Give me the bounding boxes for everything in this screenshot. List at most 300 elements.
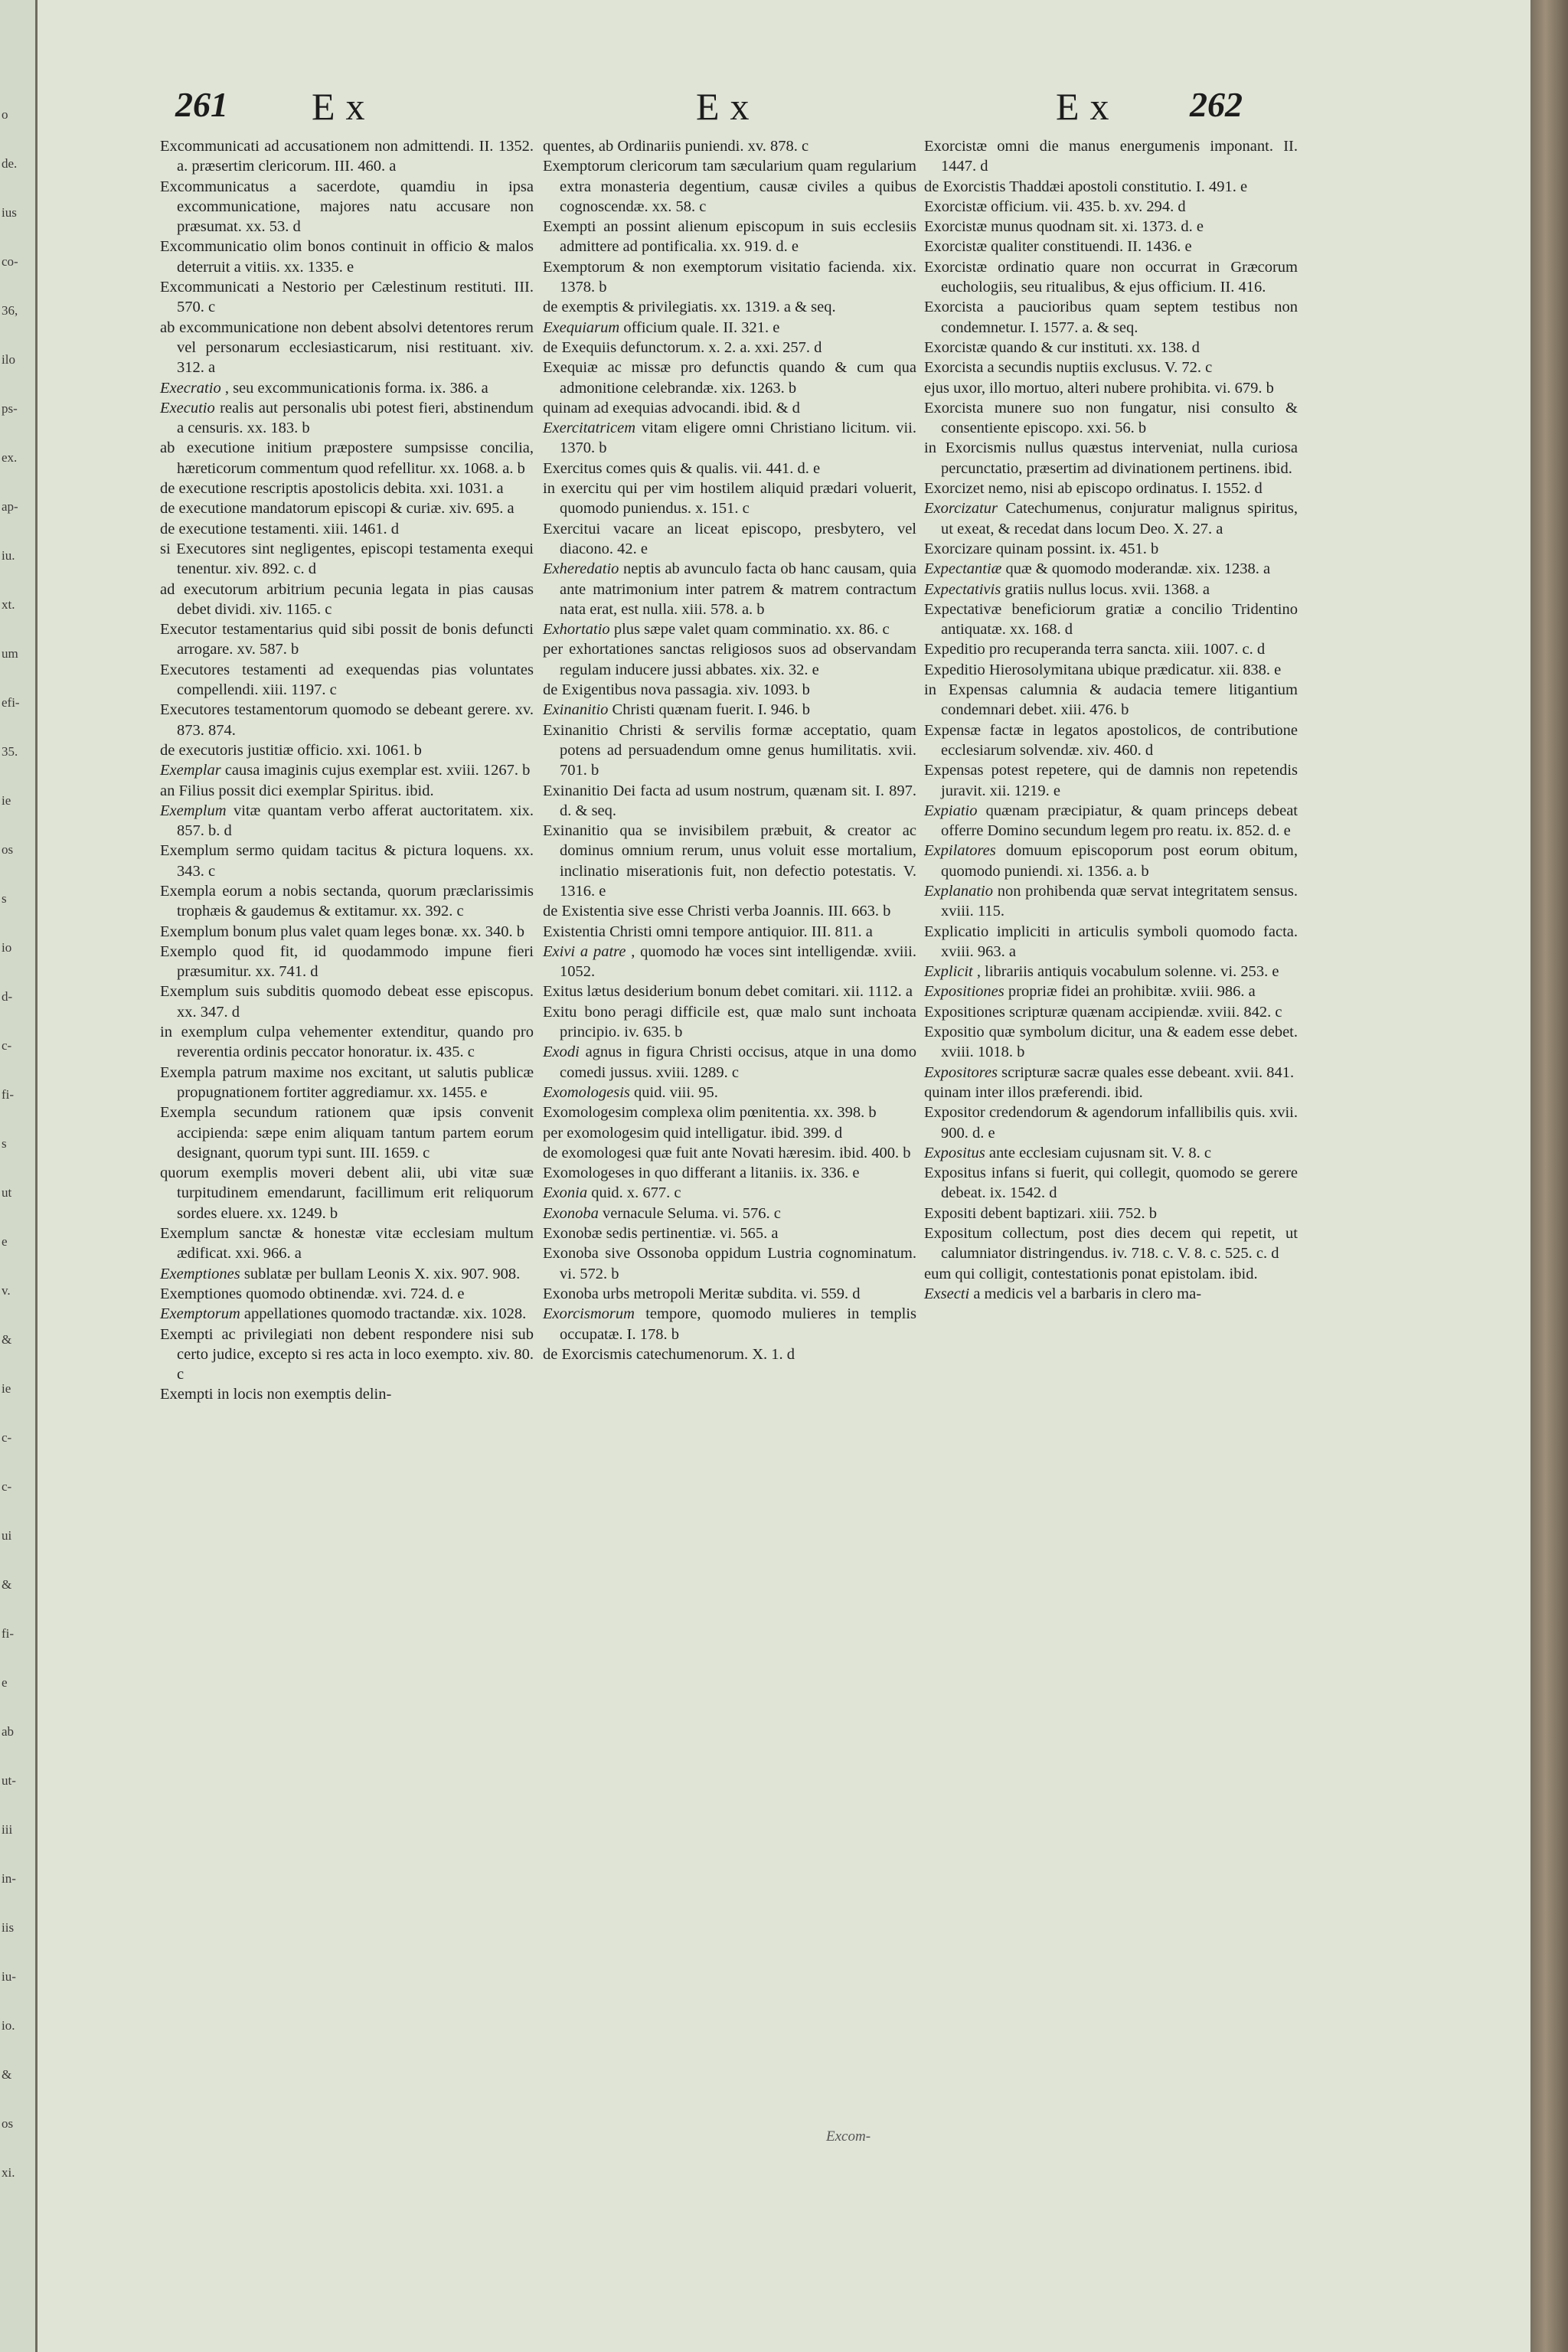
facing-page-fragment: ie <box>2 793 11 808</box>
index-entry <box>924 297 1298 338</box>
index-entry <box>543 619 916 639</box>
entry-text: Exemplum suis subditis quomodo debeat esse episcopus. xx. 347. d <box>160 983 534 1021</box>
facing-page-fragment: iu- <box>2 1969 16 1984</box>
entry-text: Exorcista a paucioribus quam septem testibus non condemnetur. I. 1577. a. & seq. <box>924 299 1298 336</box>
entry-text: domuum episcoporum post eorum obitum, quomodo puniendi. xi. 1356. a. b <box>941 842 1298 880</box>
entry-text: gratiis nullus locus. xvii. 1368. a <box>1004 580 1210 598</box>
facing-page-fragment: in- <box>2 1871 16 1886</box>
facing-page-fragment: c- <box>2 1479 12 1494</box>
entry-text: , quomodo hæ voces sint intelligendæ. xviii. 1052. <box>560 942 916 981</box>
entry-text: eum qui colligit, contestationis ponat epistolam. ibid. <box>924 1265 1258 1282</box>
index-entry <box>543 418 916 459</box>
index-page <box>38 0 1530 2352</box>
index-entry <box>543 318 916 338</box>
entry-text: Exonoba sive Ossonoba oppidum Lustria cognominatum. vi. 572. b <box>543 1245 916 1282</box>
index-entry <box>924 881 1298 922</box>
entry-keyword: Exhortatio <box>543 621 610 639</box>
entry-text: neptis ab avunculo facta ob hanc causam, quia ante matrimonium inter patrem & matrem contractum nata erat, est nulla. xiii. 578. a. b <box>560 560 916 618</box>
index-entry <box>160 881 534 922</box>
entry-text: Exorcistæ munus quodnam sit. xi. 1373. d. e <box>924 218 1204 236</box>
facing-page-fragment: fi- <box>2 1087 15 1102</box>
index-entry <box>924 217 1298 237</box>
index-entry <box>924 358 1298 377</box>
facing-page-fragment: ut <box>2 1185 12 1200</box>
entry-text: Exonobæ sedis pertinentiæ. vi. 565. a <box>543 1225 779 1243</box>
entry-text: Expositum collectum, post dies decem qui repetit, ut calumniator distringendus. iv. 718. c. V. 8. c. 525. c. d <box>924 1225 1298 1263</box>
entry-text: ab excommunicatione non debent absolvi detentores rerum vel personarum ecclesiasticarum, nisi restituant. xiv. 312. a <box>160 318 534 377</box>
entry-text: Christi quænam fuerit. I. 946. b <box>612 701 811 719</box>
index-entry <box>543 358 916 398</box>
entry-text: Exemplum sanctæ & honestæ vitæ ecclesiam multum ædificat. xxi. 966. a <box>160 1225 534 1263</box>
index-entry <box>543 519 916 560</box>
index-entry <box>160 398 534 439</box>
entry-text: Exemptorum & non exemptorum visitatio facienda. xix. 1378. b <box>543 258 916 296</box>
running-head-3: Ex <box>1056 85 1120 128</box>
entry-text: ejus uxor, illo mortuo, alteri nubere prohibita. vi. 679. b <box>924 379 1274 397</box>
entry-text: Existentia Christi omni tempore antiquior. III. 811. a <box>543 923 873 940</box>
entry-text: Exempla secundum rationem quæ ipsis convenit accipienda: sæpe enim aliquam tantum partem eorum designant, quorum typi sunt. III. 1659. c <box>160 1104 534 1161</box>
page-number-right: 262 <box>1190 85 1243 124</box>
index-entry <box>543 982 916 1001</box>
entry-keyword: Exemplar <box>160 762 221 779</box>
index-entry <box>160 1163 534 1223</box>
index-entry <box>160 922 534 942</box>
index-entry <box>924 438 1298 479</box>
index-entry <box>160 438 534 479</box>
facing-page-fragment: e <box>2 1234 8 1249</box>
index-entry <box>160 580 534 620</box>
entry-text: Expensæ factæ in legatos apostolicos, de contributione ecclesiarum solvendæ. xiv. 460. d <box>924 721 1298 759</box>
entry-text: Exemplo quod fit, id quodammodo impune fieri præsumitur. xx. 741. d <box>160 942 534 981</box>
index-entry <box>160 1223 534 1264</box>
entry-text: Executores testamenti ad exequendas pias voluntates compellendi. xiii. 1197. c <box>160 661 534 699</box>
index-entry <box>924 479 1298 498</box>
entry-text: Exercitus comes quis & qualis. vii. 441. d. e <box>543 459 821 477</box>
entry-text: Exomologeses in quo differant a litaniis. ix. 336. e <box>543 1165 860 1182</box>
entry-text: Expectativæ beneficiorum gratiæ a concilio Tridentino antiquatæ. xx. 168. d <box>924 600 1298 639</box>
entry-text: Exinanitio qua se invisibilem præbuit, & creator ac dominus omnium rerum, unus voluit esse mortalium, inclinatio miserationis fuit, non defectio potestatis. V. 1316. e <box>543 822 916 900</box>
entry-text: quæ & quomodo moderandæ. xix. 1238. a <box>1005 560 1271 578</box>
facing-page-fragment: & <box>2 1332 12 1347</box>
facing-page-fragment: os <box>2 2116 14 2131</box>
index-entry <box>924 197 1298 217</box>
index-entry <box>924 539 1298 559</box>
entry-text: sublatæ per bullam Leonis X. xix. 907. 908. <box>243 1265 521 1282</box>
entry-keyword: Exemplum <box>160 802 227 819</box>
index-entry <box>543 297 916 317</box>
index-column-1 <box>160 136 534 1405</box>
entry-text: de executoris justitiæ officio. xxi. 1061. b <box>160 741 422 759</box>
entry-text: ab executione initium præpostere sumpsisse concilia, hæreticorum commentum quod refellitur. xx. 1068. a. b <box>160 439 534 477</box>
index-entry <box>924 760 1298 801</box>
facing-page-fragment: & <box>2 2067 12 2082</box>
entry-text: Exorcizet nemo, nisi ab episcopo ordinatus. I. 1552. d <box>924 480 1263 498</box>
entry-text: Exemplum sermo quidam tacitus & pictura loquens. xx. 343. c <box>160 842 534 880</box>
entry-text: Exercitui vacare an liceat episcopo, presbytero, vel diacono. 42. e <box>543 520 916 557</box>
entry-text: vitam eligere omni Christiano licitum. vii. 1370. b <box>560 420 916 457</box>
index-entry <box>543 1304 916 1344</box>
entry-text: Expensas potest repetere, qui de damnis non repetendis juravit. xii. 1219. e <box>924 762 1298 799</box>
index-entry <box>924 982 1298 1001</box>
entry-text: Expositor credendorum & agendorum infallibilis quis. xvii. 900. d. e <box>924 1104 1298 1142</box>
index-entry <box>543 781 916 822</box>
index-entry <box>924 580 1298 599</box>
facing-page-fragment: iu. <box>2 548 15 563</box>
entry-text: Exorcistæ omni die manus energumenis imponant. II. 1447. d <box>924 138 1298 175</box>
entry-text: Executor testamentarius quid sibi possit de bonis defuncti arrogare. xv. 587. b <box>160 621 534 658</box>
entry-keyword: Exheredatio <box>543 560 619 578</box>
index-entry <box>543 479 916 519</box>
facing-page-fragment: de. <box>2 156 18 171</box>
entry-keyword: Exonoba <box>543 1204 599 1222</box>
facing-page-fragment: ius <box>2 205 17 220</box>
index-entry <box>924 498 1298 539</box>
running-head-2: Ex <box>696 85 760 128</box>
entry-text: de Exorcismis catechumenorum. X. 1. d <box>543 1345 795 1363</box>
entry-text: quænam præcipiatur, & quam princeps debeat offerre Domino secundum legem pro reatu. ix. 852. d. e <box>941 802 1298 840</box>
entry-keyword: Exodi <box>543 1044 580 1061</box>
index-entry <box>160 660 534 701</box>
entry-keyword: Exequiarum <box>543 318 620 336</box>
facing-page-fragment: efi- <box>2 695 20 710</box>
entry-keyword: Expositores <box>924 1063 998 1081</box>
index-entry <box>543 1002 916 1043</box>
entry-text: Catechumenus, conjuratur malignus spiritus, ut exeat, & recedat dans locum Deo. X. 27. a <box>941 500 1298 537</box>
entry-text: Exemptiones quomodo obtinendæ. xvi. 724. d. e <box>160 1285 465 1302</box>
entry-text: de exomologesi quæ fuit ante Novati hæresim. ibid. 400. b <box>543 1144 911 1161</box>
index-entry <box>160 498 534 518</box>
entry-text: Expositus infans si fuerit, qui collegit, quomodo se gerere debeat. ix. 1542. d <box>924 1165 1298 1202</box>
entry-text: in exemplum culpa vehementer extenditur, quando pro reverentia ordinis peccator honoratur. ix. 435. c <box>160 1024 534 1061</box>
index-entry <box>160 1325 534 1385</box>
entry-text: de executione mandatorum episcopi & curiæ. xiv. 695. a <box>160 500 514 518</box>
index-entry <box>543 639 916 680</box>
index-entry <box>924 1083 1298 1102</box>
index-entry <box>160 277 534 318</box>
facing-page-edge <box>0 0 38 2352</box>
entry-text: realis aut personalis ubi potest fieri, abstinendum a censuris. xx. 183. b <box>177 399 534 437</box>
entry-text: causa imaginis cujus exemplar est. xviii. 1267. b <box>224 762 531 779</box>
facing-page-fragment: ps- <box>2 401 18 416</box>
facing-page-fragment: ilo <box>2 352 15 367</box>
entry-text: agnus in figura Christi occisus, atque in una domo comedi jussus. xviii. 1289. c <box>560 1044 916 1081</box>
entry-text: Exorcista a secundis nuptiis exclusus. V. 72. c <box>924 359 1213 377</box>
entry-text: si Executores sint negligentes, episcopi testamenta exequi tenentur. xiv. 892. c. d <box>160 540 534 578</box>
index-entry <box>160 177 534 237</box>
entry-text: de Existentia sive esse Christi verba Joannis. III. 663. b <box>543 903 891 920</box>
index-entry <box>543 217 916 257</box>
index-entry <box>924 1102 1298 1143</box>
facing-page-fragment: 36, <box>2 303 18 318</box>
entry-text: Exitus lætus desiderium bonum debet comitari. xii. 1112. a <box>543 983 913 1001</box>
facing-page-fragment: ut- <box>2 1773 16 1788</box>
facing-page-fragment: s <box>2 891 7 906</box>
entry-text: in Expensas calumnia & audacia temere litigantium condemnari debet. xiii. 476. b <box>924 681 1298 719</box>
index-entry <box>924 257 1298 298</box>
entry-keyword: Expositiones <box>924 983 1004 1001</box>
index-entry <box>924 1264 1298 1284</box>
entry-keyword: Exinanitio <box>543 701 609 719</box>
entry-text: Exempti an possint alienum episcopum in suis ecclesiis admittere ad pontificalia. xx. 919. d. e <box>543 218 916 256</box>
index-entry <box>160 1284 534 1304</box>
entry-keyword: Execratio <box>160 379 221 397</box>
entry-text: Exinanitio Christi & servilis formæ acceptatio, quam potens ad persuadendum omne genus humilitatis. xvii. 701. b <box>543 721 916 779</box>
entry-text: Exemptorum clericorum tam sæcularium quam regularium extra monasteria degentium, causæ civiles a quibus cognoscendæ. xx. 58. c <box>543 158 916 215</box>
entry-text: de executione testamenti. xiii. 1461. d <box>160 520 399 537</box>
entry-text: Expositi debent baptizari. xiii. 752. b <box>924 1204 1158 1222</box>
entry-text: non prohibenda quæ servat integritatem sensus. xviii. 115. <box>941 882 1298 920</box>
entry-text: Exemplum bonum plus valet quam leges bonæ. xx. 340. b <box>160 923 525 940</box>
facing-page-fragment: s <box>2 1136 7 1151</box>
facing-page-fragment: io <box>2 940 12 955</box>
index-entry <box>924 1063 1298 1083</box>
entry-text: de Exigentibus nova passagia. xiv. 1093. b <box>543 681 810 699</box>
index-column-3 <box>924 136 1298 1304</box>
index-entry <box>543 1143 916 1163</box>
entry-text: Excommunicati ad accusationem non admittendi. II. 1352. a. præsertim clericorum. III. 460. a <box>160 138 534 175</box>
index-entry <box>543 1042 916 1083</box>
index-entry <box>543 1083 916 1102</box>
index-entry <box>543 257 916 298</box>
entry-text: Expositio quæ symbolum dicitur, una & eadem esse debet. xviii. 1018. b <box>924 1024 1298 1061</box>
facing-page-fragment: ex. <box>2 450 18 465</box>
entry-text: Exequiæ ac missæ pro defunctis quando & cum qua admonitione celebrandæ. xix. 1263. b <box>543 359 916 397</box>
index-entry <box>160 982 534 1022</box>
index-entry <box>924 801 1298 841</box>
index-entry <box>160 1022 534 1063</box>
facing-page-fragment: d- <box>2 989 13 1004</box>
index-entry <box>543 922 916 942</box>
entry-text: an Filius possit dici exemplar Spiritus. ibid. <box>160 782 434 799</box>
entry-text: Exorcistæ quando & cur instituti. xx. 138. d <box>924 338 1200 356</box>
index-entry <box>543 338 916 358</box>
facing-page-fragment: v. <box>2 1283 11 1298</box>
index-entry <box>543 1204 916 1223</box>
index-entry <box>924 136 1298 177</box>
index-entry <box>924 1204 1298 1223</box>
index-entry <box>924 378 1298 398</box>
facing-page-fragment: c- <box>2 1038 12 1053</box>
entry-keyword: Explanatio <box>924 882 993 900</box>
entry-text: vitæ quantam verbo afferat auctoritatem. xix. 857. b. d <box>177 802 534 840</box>
facing-page-fragment: ie <box>2 1381 11 1396</box>
entry-text: Exonoba urbs metropoli Meritæ subdita. vi. 559. d <box>543 1285 861 1302</box>
index-entry <box>543 680 916 700</box>
index-entry <box>924 599 1298 640</box>
index-entry <box>924 1143 1298 1163</box>
entry-text: , librariis antiquis vocabulum solenne. vi. 253. e <box>976 963 1279 981</box>
entry-text: appellationes quomodo tractandæ. xix. 1028. <box>243 1305 527 1323</box>
index-column-2 <box>543 136 916 1364</box>
entry-keyword: Expectativis <box>924 580 1001 598</box>
index-entry <box>160 237 534 277</box>
entry-text: vernacule Seluma. vi. 576. c <box>603 1204 781 1222</box>
entry-text: Exorcistæ officium. vii. 435. b. xv. 294. d <box>924 198 1186 215</box>
facing-page-fragment: fi- <box>2 1626 15 1641</box>
index-entry <box>543 1344 916 1364</box>
facing-page-fragment: c- <box>2 1430 12 1445</box>
index-entry <box>543 559 916 619</box>
entry-text: Expositiones scripturæ quænam accipiendæ. xviii. 842. c <box>924 1003 1282 1021</box>
index-entry <box>924 680 1298 720</box>
index-entry <box>160 801 534 841</box>
entry-keyword: Exercitatricem <box>543 420 636 437</box>
index-entry <box>924 639 1298 659</box>
entry-text: in Exorcismis nullus quæstus interveniat, nulla curiosa percunctatio, præsertim ad divinationem pertinens. ibid. <box>924 439 1298 477</box>
entry-text: ante ecclesiam cujusnam sit. V. 8. c <box>988 1144 1211 1161</box>
index-entry <box>924 177 1298 197</box>
entry-text: quid. viii. 95. <box>634 1083 718 1101</box>
entry-text: Excommunicatus a sacerdote, quamdiu in ipsa excommunicatione, majores natu accusare non præsumat. xx. 53. d <box>160 178 534 236</box>
index-entry <box>543 1284 916 1304</box>
index-entry <box>924 1022 1298 1063</box>
entry-text: propriæ fidei an prohibitæ. xviii. 986. a <box>1008 983 1256 1001</box>
entry-text: Exempla patrum maxime nos excitant, ut salutis publicæ propugnationem fortiter aggrediamur. xx. 1455. e <box>160 1063 534 1101</box>
entry-text: a medicis vel a barbaris in clero ma- <box>973 1285 1202 1302</box>
page-number-left: 261 <box>175 85 228 124</box>
facing-page-fragment: 35. <box>2 744 18 759</box>
entry-text: in exercitu qui per vim hostilem aliquid prædari voluerit, quomodo puniendus. x. 151. c <box>543 480 916 518</box>
entry-text: plus sæpe valet quam comminatio. xx. 86. c <box>613 621 890 639</box>
facing-page-fragment: ab <box>2 1724 15 1739</box>
index-entry <box>924 338 1298 358</box>
index-entry <box>160 1384 534 1404</box>
facing-page-fragment: & <box>2 1577 12 1592</box>
index-entry <box>924 962 1298 982</box>
book-edge <box>1530 0 1568 2352</box>
entry-text: Exinanitio Dei facta ad usum nostrum, quænam sit. I. 897. d. & seq. <box>543 782 916 819</box>
entry-text: quorum exemplis moveri debent alii, ubi vitæ suæ turpitudinem emendarunt, facillimum erit reliquorum sordes eluere. xx. 1249. b <box>160 1165 534 1222</box>
entry-keyword: Exemptiones <box>160 1265 240 1282</box>
index-entry <box>160 740 534 760</box>
index-entry <box>543 700 916 720</box>
entry-text: de Exorcistis Thaddæi apostoli constitutio. I. 491. e <box>924 178 1248 195</box>
index-entry <box>543 720 916 781</box>
entry-text: de exemptis & privilegiatis. xx. 1319. a & seq. <box>543 299 836 316</box>
entry-text: ad executorum arbitrium pecunia legata in pias causas debet dividi. xiv. 1165. c <box>160 580 534 618</box>
entry-text: Exorcista munere suo non fungatur, nisi consulto & consentiente episcopo. xxi. 56. b <box>924 399 1298 437</box>
entry-keyword: Exonia <box>543 1184 588 1202</box>
index-entry <box>160 700 534 740</box>
entry-keyword: Executio <box>160 399 215 416</box>
index-entry <box>160 479 534 498</box>
entry-text: Exitu bono peragi difficile est, quæ malo sunt inchoata principio. iv. 635. b <box>543 1003 916 1041</box>
entry-keyword: Exemptorum <box>160 1305 240 1323</box>
entry-text: Expeditio pro recuperanda terra sancta. xiii. 1007. c. d <box>924 641 1266 658</box>
running-head-1: Ex <box>312 85 376 128</box>
facing-page-fragment: um <box>2 646 18 661</box>
entry-text: Exempla eorum a nobis sectanda, quorum præclarissimis trophæis & gaudemus & extitamur. xx. 392. c <box>160 882 534 920</box>
entry-text: Exorcistæ qualiter constituendi. II. 1436. e <box>924 238 1192 256</box>
entry-text: Excommunicati a Nestorio per Cælestinum restituti. III. 570. c <box>160 279 534 316</box>
index-entry <box>160 1264 534 1284</box>
entry-keyword: Exsecti <box>924 1285 970 1302</box>
entry-text: Exorcizare quinam possint. ix. 451. b <box>924 540 1159 557</box>
catchword: Excom- <box>826 2128 871 2145</box>
entry-text: quinam ad exequias advocandi. ibid. & d <box>543 399 800 416</box>
facing-page-fragment: xi. <box>2 2165 15 2180</box>
index-entry <box>543 459 916 479</box>
facing-page-fragment: os <box>2 842 14 857</box>
entry-text: Exempti ac privilegiati non debent respondere nisi sub certo judice, excepto si res acta in loco exempto. xiv. 80. c <box>160 1325 534 1383</box>
entry-text: scripturæ sacræ quales esse debeant. xvii. 841. <box>1001 1063 1295 1081</box>
entry-text: per exomologesim quid intelligatur. ibid. 399. d <box>543 1124 843 1142</box>
facing-page-fragment: ap- <box>2 499 18 514</box>
index-entry <box>160 1063 534 1103</box>
facing-page-fragment: e <box>2 1675 8 1690</box>
index-entry <box>160 619 534 660</box>
facing-page-fragment: ui <box>2 1528 12 1543</box>
entry-text: quinam inter illos præferendi. ibid. <box>924 1083 1143 1101</box>
index-entry <box>924 660 1298 680</box>
index-entry <box>160 760 534 780</box>
entry-text: Explicatio impliciti in articulis symboli quomodo facta. xviii. 963. a <box>924 923 1298 960</box>
entry-keyword: Expectantiæ <box>924 560 1002 578</box>
index-entry <box>543 821 916 901</box>
index-entry <box>543 1123 916 1143</box>
index-entry <box>543 1223 916 1243</box>
entry-text: de Exequiis defunctorum. x. 2. a. xxi. 257. d <box>543 338 822 356</box>
facing-page-fragment: xt. <box>2 597 15 612</box>
entry-keyword: Expositus <box>924 1144 985 1161</box>
entry-text: tempore, quomodo mulieres in templis occupatæ. I. 178. b <box>560 1305 916 1343</box>
index-entry <box>924 1223 1298 1264</box>
index-entry <box>160 519 534 539</box>
index-entry <box>924 841 1298 881</box>
index-entry <box>543 156 916 217</box>
page-header <box>38 84 1530 138</box>
index-entry <box>924 237 1298 256</box>
index-entry <box>924 1163 1298 1204</box>
facing-page-fragment: io. <box>2 2018 15 2033</box>
index-entry <box>160 378 534 398</box>
entry-keyword: Exivi a patre <box>543 942 626 960</box>
entry-text: officium quale. II. 321. e <box>623 318 780 336</box>
index-entry <box>160 136 534 177</box>
index-entry <box>924 559 1298 579</box>
entry-keyword: Exomologesis <box>543 1083 630 1101</box>
facing-page-fragment: co- <box>2 254 18 269</box>
entry-text: , seu excommunicationis forma. ix. 386. a <box>224 379 488 397</box>
index-entry <box>543 1243 916 1284</box>
index-entry <box>924 720 1298 761</box>
index-entry <box>543 136 916 156</box>
index-entry <box>543 942 916 982</box>
index-entry <box>924 922 1298 962</box>
entry-text: Excommunicatio olim bonos continuit in officio & malos deterruit a vitiis. xx. 1335. e <box>160 238 534 276</box>
entry-text: quentes, ab Ordinariis puniendi. xv. 878. c <box>543 138 809 155</box>
index-entry <box>160 781 534 801</box>
entry-keyword: Expilatores <box>924 842 996 860</box>
entry-text: Exomologesim complexa olim pœnitentia. xx. 398. b <box>543 1104 877 1122</box>
facing-page-fragment: iii <box>2 1822 13 1837</box>
entry-keyword: Explicit <box>924 963 973 981</box>
entry-keyword: Exorcismorum <box>543 1305 635 1323</box>
index-entry <box>160 841 534 881</box>
index-entry <box>924 398 1298 439</box>
index-entry <box>160 318 534 378</box>
facing-page-fragment: o <box>2 107 8 122</box>
index-entry <box>160 1304 534 1324</box>
index-entry <box>543 398 916 418</box>
entry-text: Expeditio Hierosolymitana ubique prædicatur. xii. 838. e <box>924 661 1282 678</box>
index-entry <box>543 1102 916 1122</box>
index-entry <box>160 1102 534 1163</box>
entry-text: Exorcistæ ordinatio quare non occurrat in Græcorum euchologiis, seu ritualibus, & ejus officium. II. 416. <box>924 258 1298 296</box>
entry-text: quid. x. 677. c <box>591 1184 681 1202</box>
entry-keyword: Exorcizatur <box>924 500 998 518</box>
entry-text: Executores testamentorum quomodo se debeant gerere. xv. 873. 874. <box>160 701 534 739</box>
